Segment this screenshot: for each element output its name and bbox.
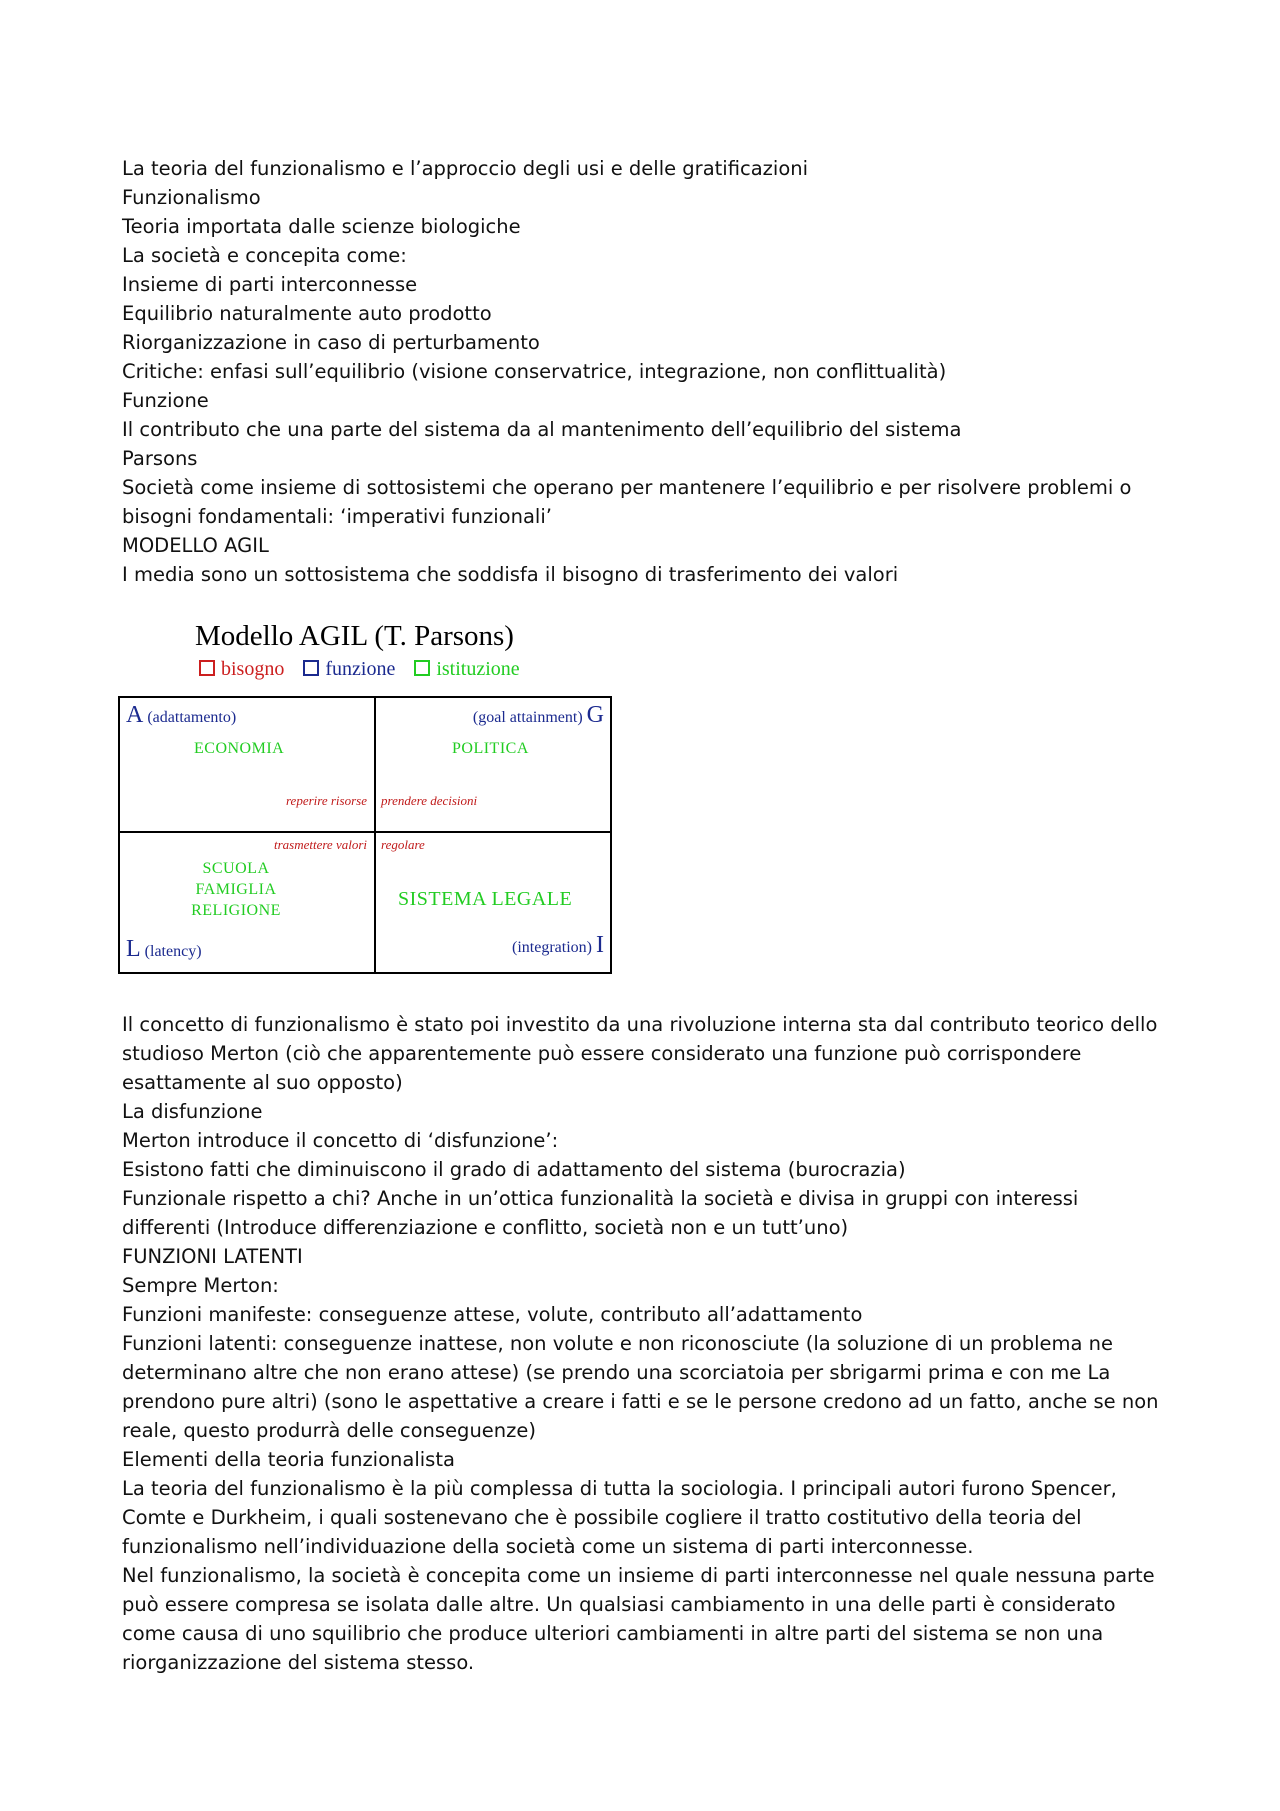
paragraph: Funzioni latenti: conseguenze inattese, non volute e non riconosciute (la soluzione di un problema ne determinano altre che non erano attese) (se prendo una scorciatoia per sbrigarmi prima e con me La prendono pure altri) (sono le aspettative a creare i fatti e se le persone credono ad un fatto, anche se non reale, questo produrrà delle conseguenze) xyxy=(122,1332,1165,1442)
need-trasmettere-valori: trasmettere valori xyxy=(273,837,367,852)
paragraph: Riorganizzazione in caso di perturbamento xyxy=(122,331,540,354)
need-reperire-risorse: reperire risorse xyxy=(285,793,367,808)
paragraph: Critiche: enfasi sull’equilibrio (visione conservatrice, integrazione, non conflittualità) xyxy=(122,360,947,383)
institution-scuola: SCUOLA xyxy=(202,860,270,877)
agil-grid xyxy=(118,696,612,974)
need-regolare: regolare xyxy=(381,837,425,852)
blue-square-icon xyxy=(303,660,319,676)
paragraph: Società come insieme di sottosistemi che operano per mantenere l’equilibrio e per risolvere problemi o bisogni fondamentali: ‘imperativi funzionali’ xyxy=(122,476,1138,528)
institution-politica: POLITICA xyxy=(452,740,529,757)
heading: La teoria del funzionalismo e l’approccio degli usi e delle gratificazioni xyxy=(122,157,809,180)
quadrant-a-header: A (adattamento) xyxy=(126,702,237,728)
paragraph: MODELLO AGIL xyxy=(122,534,269,557)
paragraph: Funzionalismo xyxy=(122,186,261,209)
red-square-icon xyxy=(199,660,215,676)
paragraph: La teoria del funzionalismo è la più complessa di tutta la sociologia. I principali autori furono Spencer, Comte e Durkheim, i quali sostenevano che è possibile cogliere il tratto costitutivo della teoria del funzionalismo nell’individuazione della società come un sistema di parti interconnesse. xyxy=(122,1477,1124,1558)
paragraph: Nel funzionalismo, la società è concepita come un insieme di parti interconnesse nel quale nessuna parte può essere compresa se isolata dalle altre. Un qualsiasi cambiamento in una delle parti è considerato come causa di uno squilibrio che produce ulteriori cambiamenti in altre parti del sistema se non una riorganizzazione del sistema stesso. xyxy=(122,1564,1161,1674)
green-square-icon xyxy=(414,660,430,676)
paragraph: Sempre Merton: xyxy=(122,1274,279,1297)
legend xyxy=(199,658,534,681)
merton-text xyxy=(122,1010,1165,1677)
legend-item-funzione: funzione xyxy=(303,658,395,680)
paragraph: Teoria importata dalle scienze biologiche xyxy=(122,215,521,238)
quadrant-l-header: L (latency) xyxy=(126,936,202,962)
intro-text xyxy=(122,154,1162,589)
paragraph: Il contributo che una parte del sistema da al mantenimento dell’equilibrio del sistema xyxy=(122,418,962,441)
paragraph: FUNZIONI LATENTI xyxy=(122,1245,303,1268)
paragraph: Funzione xyxy=(122,389,209,412)
paragraph: La disfunzione xyxy=(122,1100,263,1123)
need-prendere-decisioni: prendere decisioni xyxy=(381,793,478,808)
institutions-latency xyxy=(186,858,286,921)
quadrant-g-header: (goal attainment) G xyxy=(472,702,604,728)
grid-divider-vertical xyxy=(374,698,376,972)
paragraph: Funzionale rispetto a chi? Anche in un’ottica funzionalità la società e divisa in gruppi con interessi differenti (Introduce differenziazione e conflitto, società non e un tutt’uno) xyxy=(122,1187,1085,1239)
paragraph: Funzioni manifeste: conseguenze attese, volute, contributo all’adattamento xyxy=(122,1303,863,1326)
paragraph: Merton introduce il concetto di ‘disfunzione’: xyxy=(122,1129,559,1152)
paragraph: Parsons xyxy=(122,447,198,470)
agil-diagram xyxy=(117,620,617,980)
diagram-title: Modello AGIL (T. Parsons) xyxy=(195,620,514,652)
legend-item-bisogno: bisogno xyxy=(199,658,284,680)
paragraph: Elementi della teoria funzionalista xyxy=(122,1448,455,1471)
quadrant-i-header: (integration) I xyxy=(512,932,604,958)
grid-divider-horizontal xyxy=(120,831,610,833)
paragraph: La società e concepita come: xyxy=(122,244,407,267)
paragraph: Equilibrio naturalmente auto prodotto xyxy=(122,302,492,325)
institution-famiglia: FAMIGLIA xyxy=(195,881,277,898)
paragraph: Il concetto di funzionalismo è stato poi investito da una rivoluzione interna sta dal contributo teorico dello studioso Merton (ciò che apparentemente può essere considerato una funzione può corrispondere esattamente al suo opposto) xyxy=(122,1013,1164,1094)
institution-sistema-legale: SISTEMA LEGALE xyxy=(398,888,573,910)
paragraph: Esistono fatti che diminuiscono il grado di adattamento del sistema (burocrazia) xyxy=(122,1158,906,1181)
legend-item-istituzione: istituzione xyxy=(414,658,519,680)
institution-economia: ECONOMIA xyxy=(194,740,285,757)
paragraph: I media sono un sottosistema che soddisfa il bisogno di trasferimento dei valori xyxy=(122,563,899,586)
paragraph: Insieme di parti interconnesse xyxy=(122,273,418,296)
institution-religione: RELIGIONE xyxy=(191,902,281,919)
